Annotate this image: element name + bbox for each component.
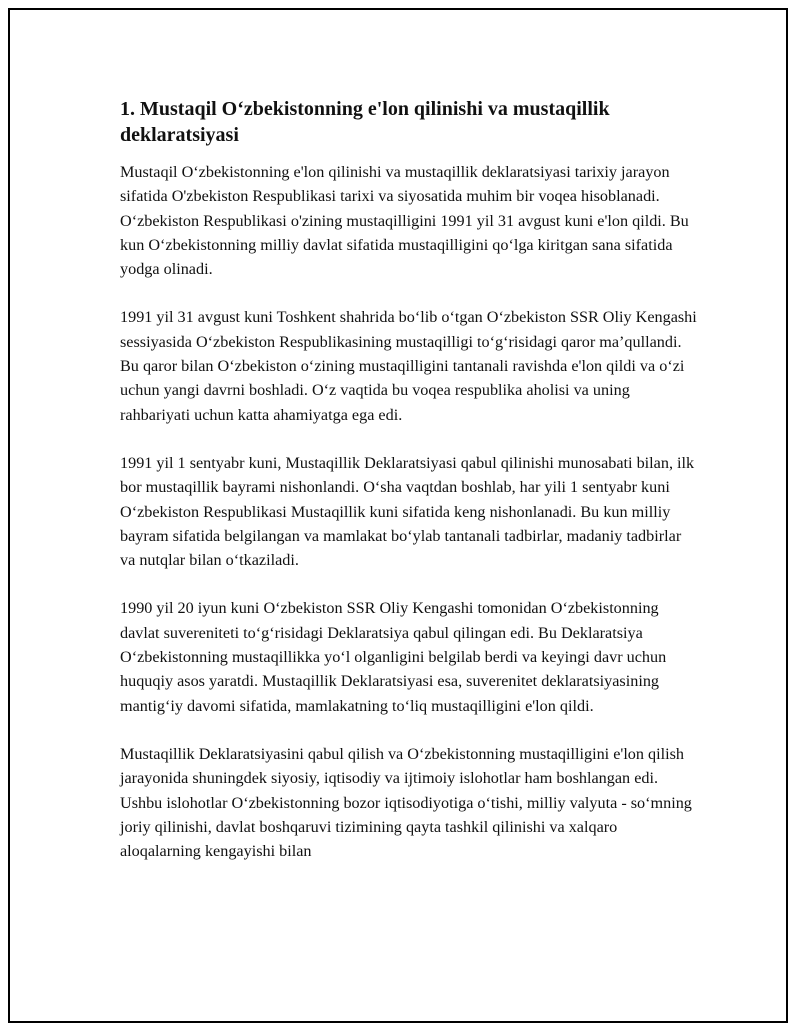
paragraph-3: 1991 yil 1 sentyabr kuni, Mustaqillik Deklaratsiyasi qabul qilinishi munosabati bilan, ilk bor mustaqillik bayrami nishonlandi. O‘sha vaqtdan boshlab, har yili 1 sentyabr kuni O‘zbekiston Respublikasi Mustaqillik kuni sifatida keng nishonlanadi. Bu kun milliy bayram sifatida belgilangan va mamlakat bo‘ylab tantanali tadbirlar, madaniy tadbirlar va nutqlar bilan o‘tkaziladi.	[120, 453, 695, 570]
paragraph-4: 1990 yil 20 iyun kuni O‘zbekiston SSR Oliy Kengashi tomonidan O‘zbekistonning davlat suvereniteti to‘g‘risidagi Deklaratsiya qabul qilingan edi. Bu Deklaratsiya O‘zbekistonning mustaqillikka yo‘l olganligini belgilab berdi va keyingi davr uchun huquqiy asos yaratdi. Mustaqillik Deklaratsiyasi esa, suverenitet deklaratsiyasining mantig‘iy davomi sifatida, mamlakatning to‘liq mustaqilligini e'lon qildi.	[120, 599, 667, 715]
document-page	[8, 8, 788, 1023]
section-heading: 1. Mustaqil O‘zbekistonning e'lon qilinishi va mustaqillik deklaratsiyasi	[120, 98, 610, 146]
document-body	[120, 96, 700, 887]
paragraph-5: Mustaqillik Deklaratsiyasini qabul qilish va O‘zbekistonning mustaqilligini e'lon qilish jarayonida shuningdek siyosiy, iqtisodiy va ijtimoiy islohotlar ham boshlangan edi. Ushbu islohotlar O‘zbekistonning bozor iqtisodiyotiga o‘tishi, milliy valyuta - so‘mning joriy qilinishi, davlat boshqaruvi tizimining qayta tashkil qilinishi va xalqaro aloqalarning kengayishi bilan	[120, 744, 692, 861]
paragraph-1: Mustaqil O‘zbekistonning e'lon qilinishi va mustaqillik deklaratsiyasi tarixiy jarayon sifatida O'zbekiston Respublikasi tarixi va siyosatida muhim bir voqea hisoblanadi. O‘zbekiston Respublikasi o'zining mustaqilligini 1991 yil 31 avgust kuni e'lon qildi. Bu kun O‘zbekistonning milliy davlat sifatida mustaqilligini qo‘lga kiritgan sana sifatida yodga olinadi.	[120, 163, 689, 279]
paragraph-2: 1991 yil 31 avgust kuni Toshkent shahrida bo‘lib o‘tgan O‘zbekiston SSR Oliy Kengashi sessiyasida O‘zbekiston Respublikasining mustaqilligi to‘g‘risidagi qaror ma’qullandi. Bu qaror bilan O‘zbekiston o‘zining mustaqilligini tantanali ravishda e'lon qildi va o‘zi uchun yangi davrni boshladi. O‘z vaqtida bu voqea respublika aholisi va uning rahbariyati uchun katta ahamiyatga ega edi.	[120, 308, 697, 424]
